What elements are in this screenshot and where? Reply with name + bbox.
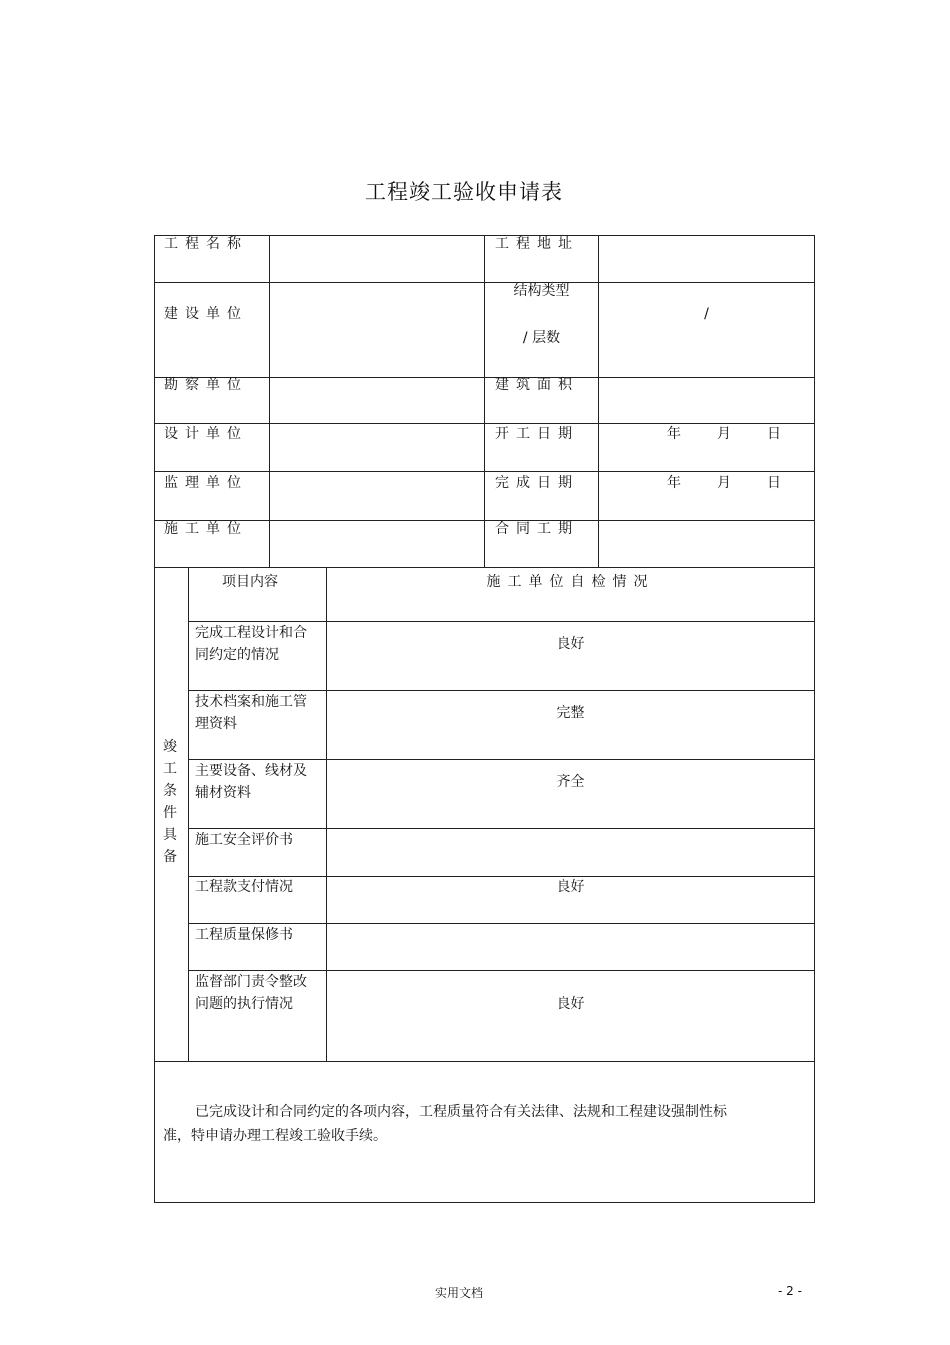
footer-label: 实用文档	[434, 1286, 483, 1300]
completion-date-day[interactable]: 日	[767, 475, 781, 491]
label-design-unit: 设计单位	[164, 426, 248, 442]
label-structure-type: 结构类型	[513, 283, 570, 299]
supervision-unit-field[interactable]	[271, 472, 483, 519]
completion-date-year[interactable]: 年	[667, 475, 681, 491]
label-contract-period: 合同工期	[495, 521, 579, 537]
application-form	[154, 235, 815, 1203]
contract-period-field[interactable]	[600, 521, 814, 566]
condition-result[interactable]: 完整	[556, 705, 585, 721]
label-construction-unit: 建设单位	[164, 306, 248, 322]
structure-floors-value[interactable]: /	[704, 306, 709, 322]
condition-result[interactable]: 良好	[556, 636, 585, 652]
label-survey-unit: 勘察单位	[164, 377, 248, 393]
label-completion-date: 完成日期	[495, 475, 579, 491]
col-header-item: 项目内容	[222, 574, 278, 590]
building-area-field[interactable]	[600, 378, 814, 422]
condition-item: 工程质量保修书	[195, 927, 293, 943]
project-name-field[interactable]	[271, 236, 483, 281]
condition-item: 完成工程设计和合同约定的情况	[195, 625, 307, 663]
page-number: - 2 -	[778, 1284, 802, 1298]
survey-unit-field[interactable]	[271, 378, 483, 422]
condition-item: 主要设备、线材及辅材资料	[195, 763, 307, 801]
label-project-address: 工程地址	[495, 236, 579, 252]
label-start-date: 开工日期	[495, 426, 579, 442]
label-contractor: 施工单位	[164, 521, 248, 537]
start-date-month[interactable]: 月	[717, 426, 731, 442]
col-divider	[598, 236, 599, 567]
label-supervision-unit: 监理单位	[164, 475, 248, 491]
condition-item: 工程款支付情况	[195, 879, 293, 895]
condition-item: 监督部门责令整改问题的执行情况	[195, 974, 307, 1012]
row-divider	[155, 1061, 814, 1062]
start-date-year[interactable]: 年	[667, 426, 681, 442]
page-title: 工程竣工验收申请表	[365, 180, 563, 204]
condition-result[interactable]: 齐全	[556, 774, 585, 790]
contractor-field[interactable]	[271, 521, 483, 566]
condition-item: 技术档案和施工管理资料	[195, 694, 307, 732]
construction-unit-field[interactable]	[271, 283, 483, 376]
application-statement: 已完成设计和合同约定的各项内容，工程质量符合有关法律、法规和工程建设强制性标准，特申请办理工程竣工验收手续。	[163, 1104, 727, 1144]
start-date-day[interactable]: 日	[767, 426, 781, 442]
condition-item: 施工安全评价书	[195, 832, 293, 848]
label-project-name: 工程名称	[164, 236, 248, 252]
col-divider	[188, 567, 189, 1061]
col-divider	[269, 236, 270, 567]
section-label-completion-conditions: 竣工条件具备	[163, 739, 177, 865]
row-divider	[155, 567, 814, 568]
project-address-field[interactable]	[600, 236, 814, 281]
condition-result[interactable]: 良好	[556, 879, 585, 895]
design-unit-field[interactable]	[271, 424, 483, 470]
col-header-self-check: 施工单位自检情况	[486, 574, 655, 590]
label-building-area: 建筑面积	[495, 377, 579, 393]
condition-result[interactable]: 良好	[556, 996, 585, 1012]
label-floors: / 层数	[522, 330, 561, 346]
completion-date-month[interactable]: 月	[717, 475, 731, 491]
